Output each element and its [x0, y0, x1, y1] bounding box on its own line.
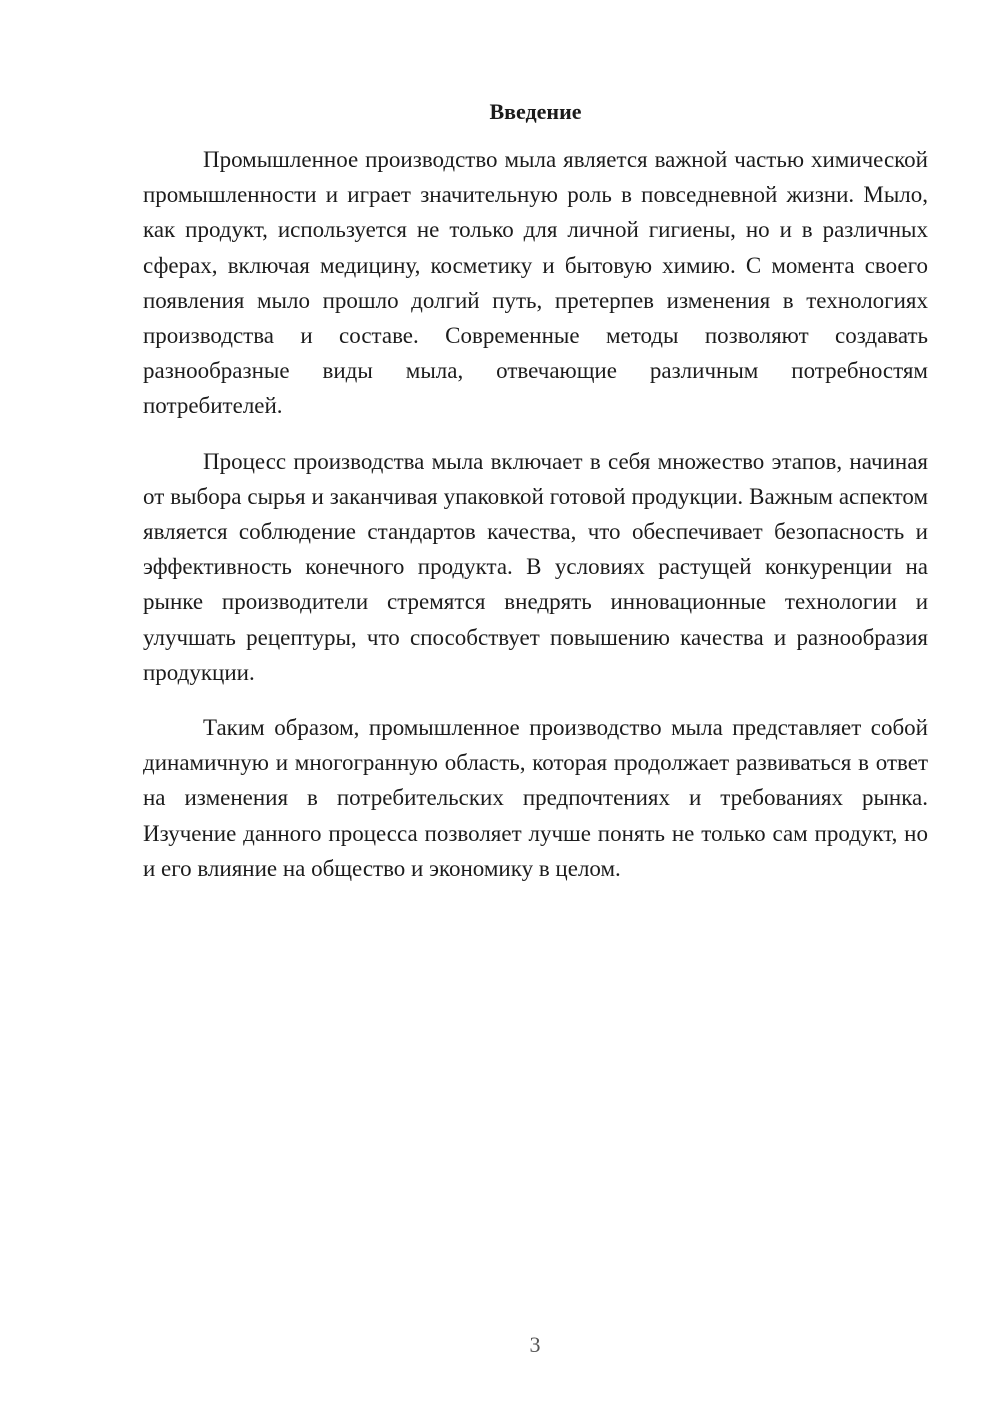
paragraph-1: Промышленное производство мыла является важной частью химической промышленности и играет значительную роль в повседневной жизни. Мыло, как продукт, используется не только для личной гигиены, но и в различных сферах, включая медицину, косметику и бытовую химию. С момента своего появления мыло прошло долгий путь, претерпев изменения в технологиях производства и составе. Современные методы позволяют создавать разнообразные виды мыла, отвечающие различным потребностям потребителей.: [143, 147, 928, 419]
page-number: 3: [529, 1332, 541, 1357]
section-heading: Введение: [489, 99, 582, 124]
paragraph-2: Процесс производства мыла включает в себя множество этапов, начиная от выбора сырья и заканчивая упаковкой готовой продукции. Важным аспектом является соблюдение стандартов качества, что обеспечивает безопасность и эффективность конечного продукта. В условиях растущей конкуренции на рынке производители стремятся внедрять инновационные технологии и улучшать рецептуры, что способствует повышению качества и разнообразия продукции.: [143, 448, 928, 685]
body-text: [143, 142, 928, 906]
paragraph-3: Таким образом, промышленное производство мыла представляет собой динамичную и многогранную область, которая продолжает развиваться в ответ на изменения в потребительских предпочтениях и требованиях рынка. Изучение данного процесса позволяет лучше понять не только сам продукт, но и его влияние на общество и экономику в целом.: [143, 715, 928, 881]
